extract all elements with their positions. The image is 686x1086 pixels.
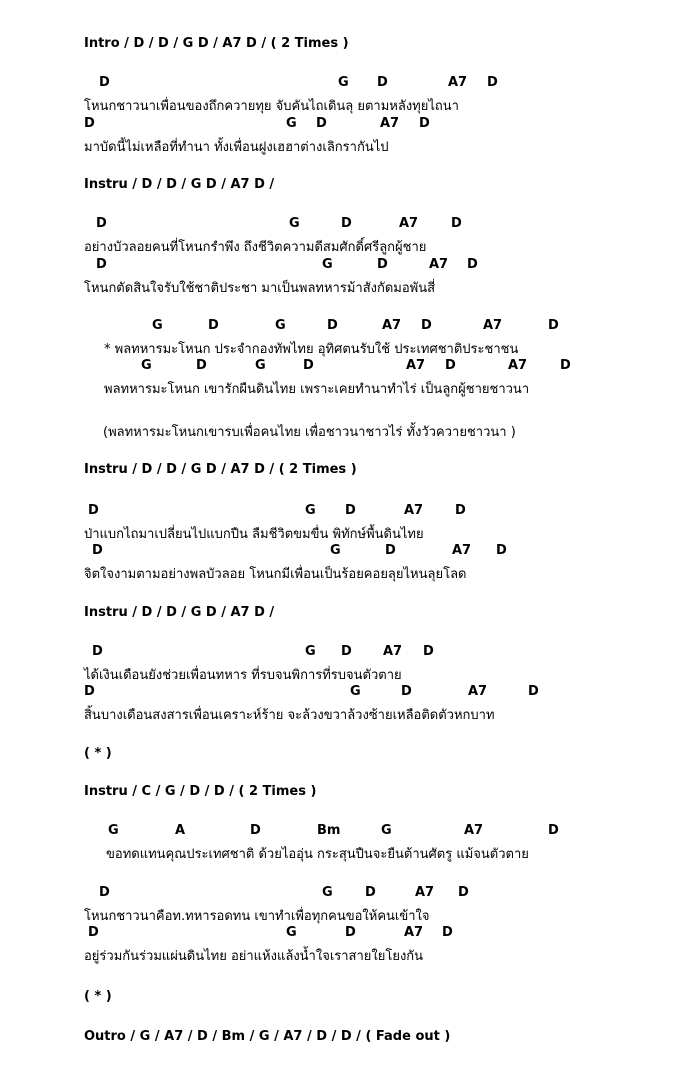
- chord-label: D: [99, 75, 110, 90]
- chord-label: D: [341, 644, 352, 659]
- chord-label: D: [560, 358, 571, 373]
- lyric-line: จิตใจงามตามอย่างพลบัวลอย โหนกมีเพื่อนเป็นร้อยคอยลุยไหนลุยโลด: [84, 567, 467, 582]
- chord-label: Bm: [317, 823, 341, 838]
- chord-label: G: [255, 358, 266, 373]
- chord-label: D: [458, 885, 469, 900]
- chord-label: G: [108, 823, 119, 838]
- chord-label: G: [289, 216, 300, 231]
- chord-label: G: [305, 644, 316, 659]
- chord-label: G: [141, 358, 152, 373]
- instru-line: Instru / D / D / G D / A7 D / ( 2 Times ): [84, 462, 357, 477]
- chord-label: D: [385, 543, 396, 558]
- chord-label: G: [275, 318, 286, 333]
- chord-label: A7: [452, 543, 472, 558]
- chord-label: D: [442, 925, 453, 940]
- chorus-lyric-line: * พลทหารมะโหนก ประจำกองทัพไทย อุทิศตนรับใช้ ประเทศชาติประชาชน: [104, 342, 519, 357]
- chord-label: G: [350, 684, 361, 699]
- chord-label: G: [305, 503, 316, 518]
- chord-label: D: [345, 925, 356, 940]
- chord-label: G: [286, 116, 297, 131]
- instru-line: Instru / C / G / D / D / ( 2 Times ): [84, 784, 317, 799]
- lyric-line: โหนกชาวนาคือท.ทหารอดทน เขาทำเพื่อทุกคนขอให้คนเข้าใจ: [84, 909, 430, 924]
- chord-label: G: [338, 75, 349, 90]
- chord-label: D: [341, 216, 352, 231]
- chord-label: A7: [448, 75, 468, 90]
- chord-label: D: [88, 503, 99, 518]
- chord-label: G: [322, 257, 333, 272]
- chord-label: D: [401, 684, 412, 699]
- chord-label: A7: [380, 116, 400, 131]
- lyric-line: ขอทดแทนคุณประเทศชาติ ด้วยไออุ่น กระสุนปืนจะยืนต้านศัตรู แม้จนตัวตาย: [106, 847, 529, 862]
- chord-label: G: [381, 823, 392, 838]
- lyric-line: โหนกชาวนาเพื่อนของถึกควายทุย จับคันไถเดินลุ ยตามหลังทุยไถนา: [84, 99, 459, 114]
- lyric-line: โหนกตัดสินใจรับใช้ชาติประชา มาเป็นพลทหารม้าสังกัดมอพันสี่: [84, 281, 436, 296]
- chord-label: D: [487, 75, 498, 90]
- chord-label: A7: [508, 358, 528, 373]
- chord-label: G: [330, 543, 341, 558]
- chord-label: D: [548, 823, 559, 838]
- chord-label: D: [303, 358, 314, 373]
- chord-label: A7: [383, 644, 403, 659]
- chord-label: D: [548, 318, 559, 333]
- lyric-line: มาบัดนี้ไม่เหลือที่ทำนา ทั้งเพื่อนฝูงเฮฮาต่างเลิกรากันไป: [84, 140, 389, 155]
- chord-label: D: [419, 116, 430, 131]
- chord-label: D: [365, 885, 376, 900]
- chord-label: A7: [464, 823, 484, 838]
- chorus-note: (พลทหารมะโหนกเขารบเพื่อคนไทย เพื่อชาวนาชาวไร่ ทั้งวัวควายชาวนา ): [103, 425, 516, 440]
- chord-label: A7: [406, 358, 426, 373]
- chord-label: D: [496, 543, 507, 558]
- chord-label: A7: [483, 318, 503, 333]
- chord-label: D: [528, 684, 539, 699]
- chord-label: A7: [404, 503, 424, 518]
- chord-label: D: [445, 358, 456, 373]
- chord-label: D: [84, 116, 95, 131]
- repeat-marker: ( * ): [84, 989, 112, 1004]
- lyric-line: ได้เงินเดือนยังช่วยเพื่อนทหาร ที่รบจนพิการที่รบจนตัวตาย: [84, 668, 402, 683]
- chord-label: D: [99, 885, 110, 900]
- chord-label: D: [423, 644, 434, 659]
- chord-label: A7: [382, 318, 402, 333]
- chord-label: A7: [415, 885, 435, 900]
- chord-label: D: [88, 925, 99, 940]
- intro-line: Intro / D / D / G D / A7 D / ( 2 Times ): [84, 36, 349, 51]
- chord-label: D: [327, 318, 338, 333]
- chord-label: D: [84, 684, 95, 699]
- chord-label: D: [208, 318, 219, 333]
- chord-label: G: [152, 318, 163, 333]
- chord-label: G: [286, 925, 297, 940]
- lyric-line: อยู่ร่วมกันร่วมแผ่นดินไทย อย่าแห้งแล้งน้ำใจเราสายใยโยงกัน: [84, 949, 424, 964]
- chord-label: A7: [468, 684, 488, 699]
- chord-label: A7: [429, 257, 449, 272]
- lyric-line: สิ้นบางเดือนสงสารเพื่อนเคราะห์ร้าย จะล้วงขวาล้วงซ้ายเหลือติดตัวหกบาท: [84, 708, 495, 723]
- chord-label: D: [451, 216, 462, 231]
- chord-label: D: [421, 318, 432, 333]
- chord-label: A7: [404, 925, 424, 940]
- chorus-lyric-line: พลทหารมะโหนก เขารักผืนดินไทย เพราะเคยทำนาทำไร่ เป็นลูกผู้ชายชาวนา: [104, 382, 530, 397]
- chord-label: D: [377, 257, 388, 272]
- chord-label: D: [196, 358, 207, 373]
- chord-label: A7: [399, 216, 419, 231]
- chord-label: D: [455, 503, 466, 518]
- chord-label: D: [96, 216, 107, 231]
- instru-line: Instru / D / D / G D / A7 D /: [84, 177, 275, 192]
- chord-label: D: [96, 257, 107, 272]
- lyric-line: อย่างบัวลอยคนที่โหนกรำพึง ถึงชีวิตความดีสมศักดิ์ศรีลูกผู้ชาย: [84, 240, 427, 255]
- chord-label: D: [92, 644, 103, 659]
- chord-label: D: [345, 503, 356, 518]
- repeat-marker: ( * ): [84, 746, 112, 761]
- chord-label: D: [377, 75, 388, 90]
- lyric-line: ป่าแบกไถมาเปลี่ยนไปแบกปืน ลืมชีวิตขมขื่น พิทักษ์พื้นดินไทย: [84, 527, 424, 542]
- chord-label: G: [322, 885, 333, 900]
- chord-label: D: [467, 257, 478, 272]
- chord-label: D: [316, 116, 327, 131]
- chord-label: A: [175, 823, 186, 838]
- instru-line: Instru / D / D / G D / A7 D /: [84, 605, 275, 620]
- outro-line: Outro / G / A7 / D / Bm / G / A7 / D / D / ( Fade out ): [84, 1029, 451, 1044]
- chord-label: D: [250, 823, 261, 838]
- chord-label: D: [92, 543, 103, 558]
